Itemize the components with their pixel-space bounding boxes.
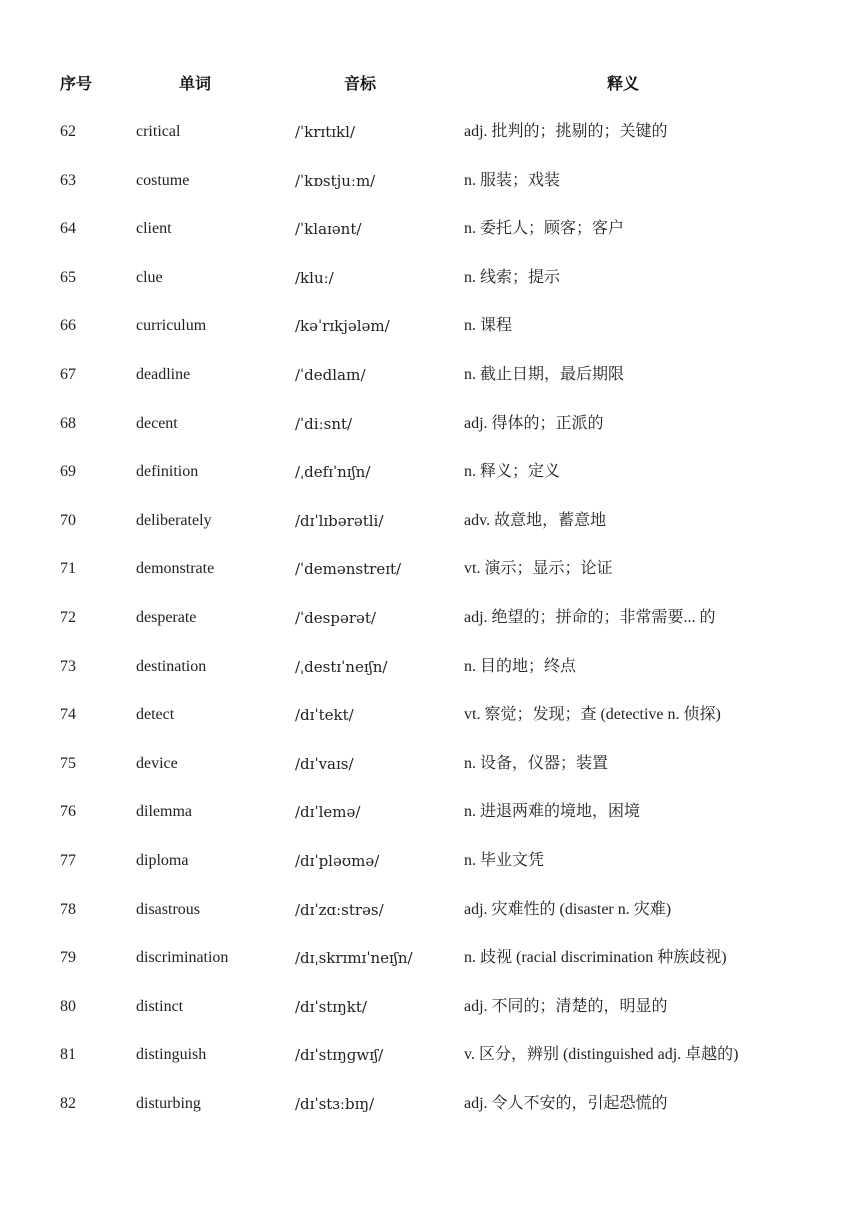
row-phonetic: /ˈklaɪənt/ [295, 220, 362, 239]
row-phonetic: /dɪˈpləʊmə/ [295, 851, 380, 870]
row-number: 67 [60, 365, 76, 383]
row-number: 74 [60, 706, 76, 724]
row-word: distinct [136, 997, 184, 1015]
row-number: 65 [60, 268, 76, 286]
row-number: 63 [60, 171, 76, 189]
row-word: critical [136, 123, 181, 140]
row-definition: vt. 察觉；发现；查 (detective n. 侦探) [464, 706, 721, 724]
row-definition: n. 释义；定义 [464, 463, 561, 481]
row-word: distinguish [136, 1046, 207, 1064]
row-phonetic: /ˌdestɪˈneɪʃn/ [295, 657, 388, 676]
row-phonetic: /dɪˈlɪbərətli/ [295, 511, 384, 530]
row-number: 64 [60, 220, 76, 238]
table-row [0, 108, 860, 157]
table-row [0, 837, 860, 886]
row-phonetic: /dɪˈstɪŋkt/ [295, 997, 367, 1016]
row-number: 77 [60, 851, 76, 869]
row-phonetic: /ˈdedlaɪn/ [295, 365, 366, 384]
row-word: deadline [136, 365, 191, 383]
row-word: device [136, 754, 178, 772]
table-row [0, 448, 860, 497]
table-row [0, 788, 860, 837]
row-word: dilemma [136, 803, 192, 821]
table-row [0, 254, 860, 303]
row-number: 76 [60, 803, 76, 821]
table-row [0, 983, 860, 1032]
row-word: diploma [136, 851, 189, 869]
table-row [0, 594, 860, 643]
table-row [0, 740, 860, 789]
row-definition: n. 设备，仪器；装置 [464, 754, 609, 772]
row-word: desperate [136, 608, 197, 626]
table-row [0, 400, 860, 449]
row-phonetic: /dɪˈstɜːbɪŋ/ [295, 1094, 375, 1113]
table-row [0, 205, 860, 254]
row-number: 62 [60, 123, 76, 140]
row-definition: n. 课程 [464, 317, 513, 335]
row-word: definition [136, 463, 199, 481]
table-row [0, 1031, 860, 1080]
row-definition: n. 目的地；终点 [464, 657, 577, 675]
row-number: 66 [60, 317, 76, 335]
row-word: client [136, 220, 172, 238]
row-definition: n. 服装；戏装 [464, 171, 561, 189]
row-phonetic: /ˌdefɪˈnɪʃn/ [295, 463, 371, 482]
row-phonetic: /dɪˈstɪŋɡwɪʃ/ [295, 1046, 384, 1065]
row-word: detect [136, 706, 175, 724]
header-number: 序号 [60, 74, 93, 93]
table-row [0, 497, 860, 546]
row-word: deliberately [136, 511, 212, 529]
table-row [0, 1080, 860, 1129]
table-row [0, 643, 860, 692]
row-definition: adv. 故意地，蓄意地 [464, 511, 607, 529]
row-phonetic: /dɪˈlemə/ [295, 803, 361, 822]
row-number: 79 [60, 949, 76, 967]
row-word: curriculum [136, 317, 207, 335]
table-row [0, 886, 860, 935]
row-definition: adj. 不同的；清楚的，明显的 [464, 997, 668, 1015]
table-body [0, 108, 860, 1128]
row-number: 78 [60, 900, 76, 918]
table-row [0, 934, 860, 983]
row-phonetic: /ˈdiːsnt/ [295, 414, 353, 433]
row-phonetic: /dɪˈtekt/ [295, 706, 354, 725]
row-word: costume [136, 171, 190, 189]
row-definition: adj. 批判的；挑剔的；关键的 [464, 123, 668, 140]
row-number: 82 [60, 1094, 76, 1112]
row-definition: n. 歧视 (racial discrimination 种族歧视) [464, 949, 727, 967]
row-phonetic: /ˈdespərət/ [295, 608, 376, 627]
row-number: 72 [60, 608, 76, 626]
table-row [0, 157, 860, 206]
row-phonetic: /dɪˈzɑːstrəs/ [295, 900, 384, 919]
table-row [0, 351, 860, 400]
row-number: 81 [60, 1046, 76, 1064]
row-definition: adj. 令人不安的，引起恐慌的 [464, 1094, 668, 1112]
row-phonetic: /dɪˌskrɪmɪˈneɪʃn/ [295, 949, 413, 968]
row-word: clue [136, 268, 163, 286]
row-number: 75 [60, 754, 76, 772]
row-number: 71 [60, 560, 76, 578]
row-definition: adj. 灾难性的 (disaster n. 灾难) [464, 900, 672, 918]
row-number: 73 [60, 657, 76, 675]
row-phonetic: /ˈdemənstreɪt/ [295, 560, 402, 579]
row-word: disturbing [136, 1094, 201, 1112]
row-number: 80 [60, 997, 76, 1015]
table-header [0, 60, 860, 108]
row-definition: adj. 得体的；正派的 [464, 414, 604, 432]
row-definition: n. 委托人；顾客；客户 [464, 220, 625, 238]
row-phonetic: /kəˈrɪkjələm/ [295, 317, 390, 336]
row-definition: adj. 绝望的；拼命的；非常需要... 的 [464, 608, 716, 626]
row-definition: v. 区分，辨别 (distinguished adj. 卓越的) [464, 1046, 739, 1064]
row-number: 70 [60, 511, 76, 529]
table-row [0, 691, 860, 740]
header-phonetic: 音标 [344, 74, 377, 93]
row-definition: n. 截止日期，最后期限 [464, 365, 625, 383]
row-word: discrimination [136, 949, 229, 967]
table-row [0, 302, 860, 351]
row-number: 69 [60, 463, 76, 481]
row-word: decent [136, 414, 178, 432]
row-definition: n. 进退两难的境地，困境 [464, 803, 641, 821]
row-definition: n. 毕业文凭 [464, 851, 545, 869]
row-word: destination [136, 657, 207, 675]
row-word: demonstrate [136, 560, 215, 578]
row-definition: vt. 演示；显示；论证 [464, 560, 613, 578]
header-word: 单词 [179, 74, 212, 93]
row-phonetic: /dɪˈvaɪs/ [295, 754, 354, 773]
header-definition: 释义 [607, 74, 640, 93]
row-definition: n. 线索；提示 [464, 268, 561, 286]
table-row [0, 545, 860, 594]
row-phonetic: /ˈkɒstjuːm/ [295, 171, 376, 190]
row-phonetic: /ˈkrɪtɪkl/ [295, 123, 355, 141]
row-word: disastrous [136, 900, 200, 918]
row-phonetic: /kluː/ [295, 268, 334, 287]
row-number: 68 [60, 414, 76, 432]
